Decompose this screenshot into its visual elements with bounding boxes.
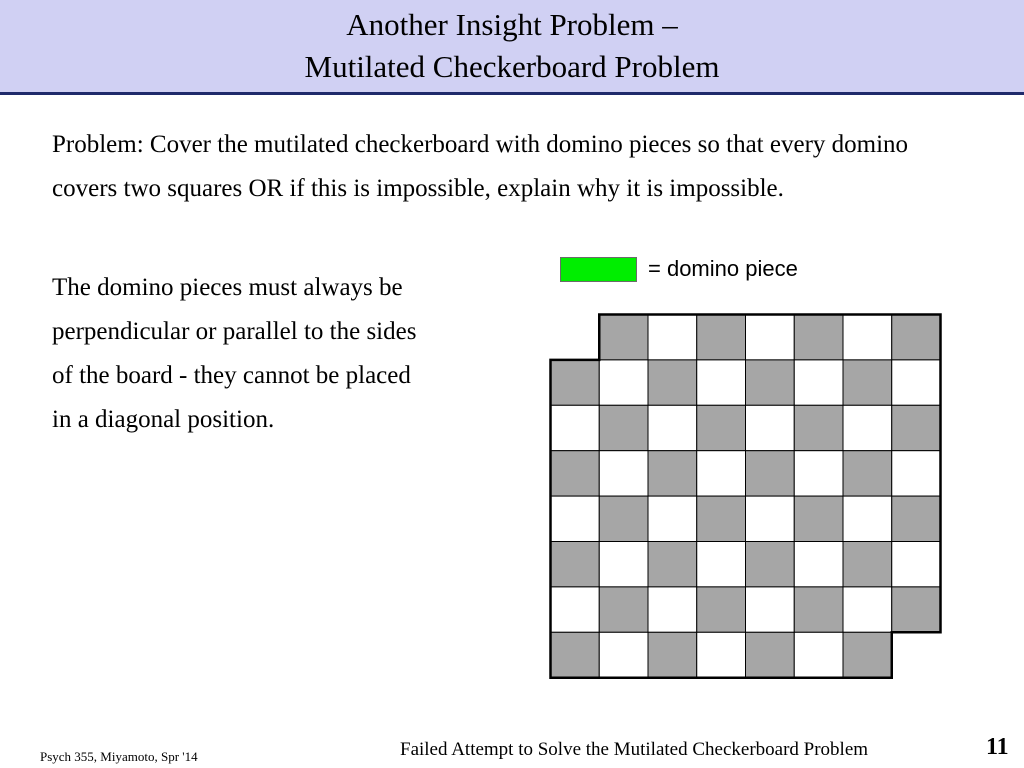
board-square-6-4	[746, 587, 795, 632]
board-square-5-1	[599, 542, 648, 587]
board-square-2-1	[599, 405, 648, 450]
board-square-3-2	[648, 451, 697, 496]
board-square-5-5	[794, 542, 843, 587]
board-square-5-0	[551, 542, 600, 587]
board-square-0-4	[746, 315, 795, 360]
title-divider	[0, 92, 1024, 95]
board-square-4-4	[746, 496, 795, 541]
board-square-5-6	[843, 542, 892, 587]
board-square-0-6	[843, 315, 892, 360]
slide-title	[0, 4, 1024, 88]
board-square-6-6	[843, 587, 892, 632]
board-square-3-3	[697, 451, 746, 496]
board-square-5-2	[648, 542, 697, 587]
domino-legend-swatch	[560, 257, 637, 282]
board-square-4-7	[892, 496, 941, 541]
mutilated-checkerboard	[549, 313, 943, 679]
board-square-6-7	[892, 587, 941, 632]
board-square-6-3	[697, 587, 746, 632]
board-square-3-1	[599, 451, 648, 496]
board-square-2-7	[892, 405, 941, 450]
board-square-1-7	[892, 360, 941, 405]
board-square-2-0	[551, 405, 600, 450]
board-square-1-6	[843, 360, 892, 405]
board-square-0-3	[697, 315, 746, 360]
board-square-3-6	[843, 451, 892, 496]
title-line-2: Mutilated Checkerboard Problem	[304, 49, 720, 84]
board-square-7-5	[794, 632, 843, 677]
board-square-4-2	[648, 496, 697, 541]
board-square-6-5	[794, 587, 843, 632]
board-square-7-4	[746, 632, 795, 677]
board-square-4-3	[697, 496, 746, 541]
board-square-6-2	[648, 587, 697, 632]
board-square-1-0	[551, 360, 600, 405]
board-square-1-3	[697, 360, 746, 405]
board-square-3-4	[746, 451, 795, 496]
board-square-1-5	[794, 360, 843, 405]
board-square-0-2	[648, 315, 697, 360]
board-square-7-0	[551, 632, 600, 677]
board-square-1-4	[746, 360, 795, 405]
page-number: 11	[986, 734, 1009, 760]
board-square-0-1	[599, 315, 648, 360]
board-square-2-4	[746, 405, 795, 450]
board-square-2-3	[697, 405, 746, 450]
board-square-6-0	[551, 587, 600, 632]
board-square-2-6	[843, 405, 892, 450]
board-square-1-2	[648, 360, 697, 405]
board-square-3-7	[892, 451, 941, 496]
board-square-0-7	[892, 315, 941, 360]
board-square-7-1	[599, 632, 648, 677]
board-square-5-4	[746, 542, 795, 587]
title-line-1: Another Insight Problem –	[346, 7, 678, 42]
board-square-2-2	[648, 405, 697, 450]
board-square-4-6	[843, 496, 892, 541]
board-square-5-3	[697, 542, 746, 587]
board-square-4-0	[551, 496, 600, 541]
board-square-7-6	[843, 632, 892, 677]
board-square-7-2	[648, 632, 697, 677]
board-square-2-5	[794, 405, 843, 450]
board-square-1-1	[599, 360, 648, 405]
board-square-3-5	[794, 451, 843, 496]
board-square-4-5	[794, 496, 843, 541]
board-square-4-1	[599, 496, 648, 541]
footer-course: Psych 355, Miyamoto, Spr '14	[40, 749, 198, 764]
board-square-7-3	[697, 632, 746, 677]
domino-legend-label: = domino piece	[648, 256, 798, 281]
board-square-0-5	[794, 315, 843, 360]
domino-rule-note: The domino pieces must always be perpendicular or parallel to the sides of the board - they cannot be placed in a diagonal position.	[52, 274, 417, 433]
board-square-6-1	[599, 587, 648, 632]
problem-statement: Problem: Cover the mutilated checkerboard with domino pieces so that every domino covers two squares OR if this is impossible, explain why it is impossible.	[52, 131, 909, 202]
board-square-3-0	[551, 451, 600, 496]
board-square-5-7	[892, 542, 941, 587]
footer-caption: Failed Attempt to Solve the Mutilated Checkerboard Problem	[400, 739, 869, 760]
